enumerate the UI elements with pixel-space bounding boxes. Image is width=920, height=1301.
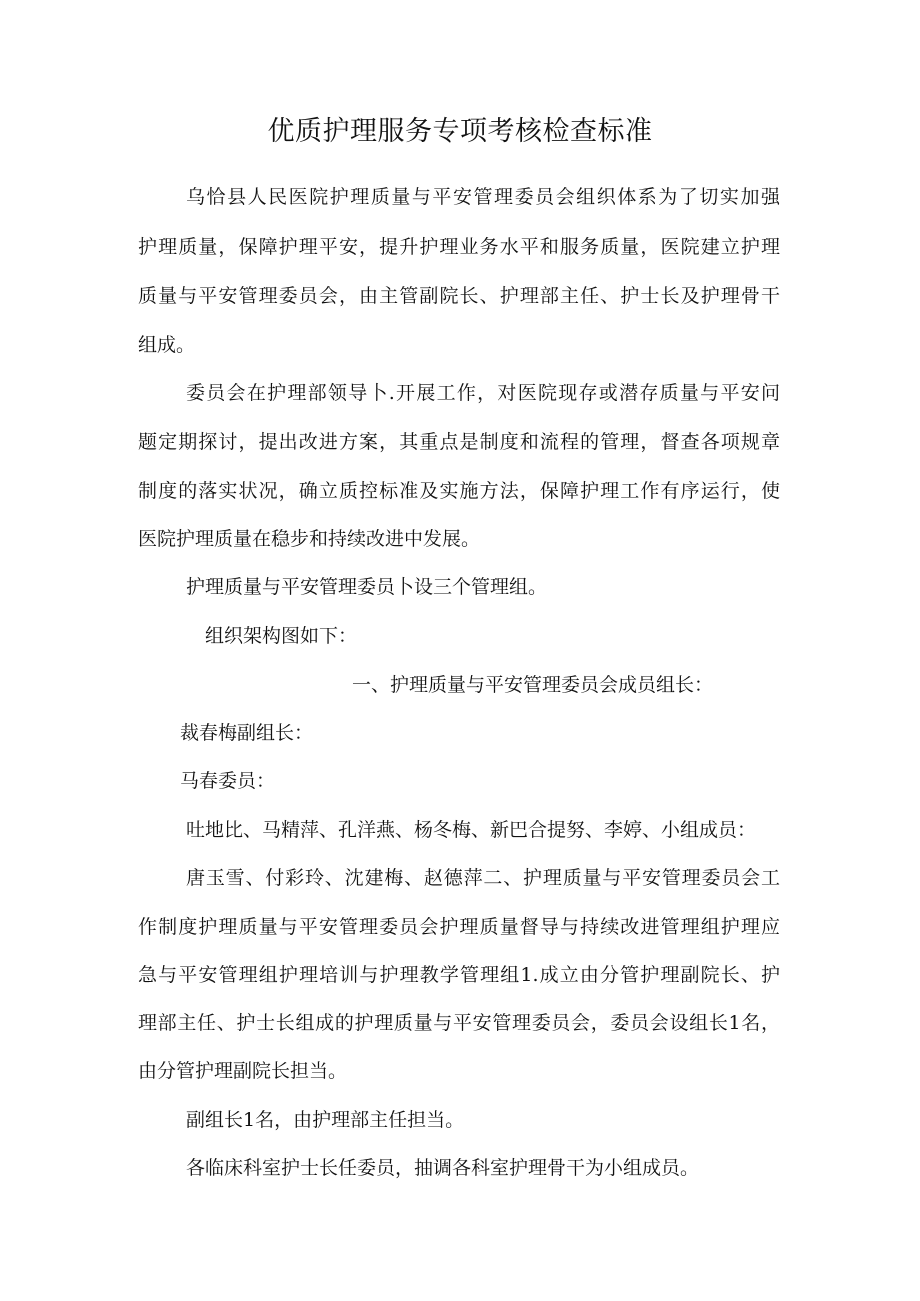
paragraph-line: 由分管护理副院长担当。 xyxy=(138,1060,348,1082)
document-title: 优质护理服务专项考核检查标准 xyxy=(267,116,653,147)
paragraph-line: 副组长1名，由护理部主任担当。 xyxy=(186,1109,465,1131)
paragraph-line: 唐玉雪、付彩玲、沈建梅、赵德萍二、护理质量与平安管理委员会工 xyxy=(186,867,780,889)
paragraph-line: 裁春梅副组长： xyxy=(180,722,314,744)
paragraph-line: 作制度护理质量与平安管理委员会护理质量督导与持续改进管理组护理应 xyxy=(138,916,780,938)
paragraph-line: 制度的落实状况，确立质控标准及实施方法，保障护理工作有序运行，使 xyxy=(138,480,780,502)
paragraph-line: 吐地比、马精萍、孔洋燕、杨冬梅、新巴合提努、李婷、小组成员： xyxy=(186,819,757,841)
section-heading: 一、护理质量与平安管理委员会成员组长： xyxy=(352,674,714,696)
paragraph-line: 质量与平安管理委员会，由主管副院长、护理部主任、护士长及护理骨干 xyxy=(138,285,780,307)
paragraph-line: 组成。 xyxy=(138,334,196,356)
paragraph-line: 各临床科室护士长任委员，抽调各科室护理骨干为小组成员。 xyxy=(186,1157,700,1179)
paragraph-line: 委员会在护理部领导卜.开展工作，对医院现存或潜存质量与平安问 xyxy=(186,382,780,404)
paragraph-line: 题定期探讨，提出改进方案，其重点是制度和流程的管理，督查各项规章 xyxy=(138,431,780,453)
paragraph-line: 急与平安管理组护理培训与护理教学管理组1.成立由分管护理副院长、护 xyxy=(138,964,780,986)
paragraph-line: 马春委员： xyxy=(180,770,276,792)
paragraph-line: 护理质量，保障护理平安，提升护理业务水平和服务质量，医院建立护理 xyxy=(138,236,780,258)
paragraph-line: 乌恰县人民医院护理质量与平安管理委员会组织体系为了切实加强 xyxy=(186,186,780,208)
paragraph-line: 理部主任、护士长组成的护理质量与平安管理委员会，委员会设组长1名， xyxy=(138,1012,780,1034)
paragraph-line: 组织架构图如下： xyxy=(205,625,358,647)
paragraph-line: 护理质量与平安管理委员卜设三个管理组。 xyxy=(186,576,548,598)
paragraph-line: 医院护理质量在稳步和持续改进中发展。 xyxy=(138,528,481,550)
